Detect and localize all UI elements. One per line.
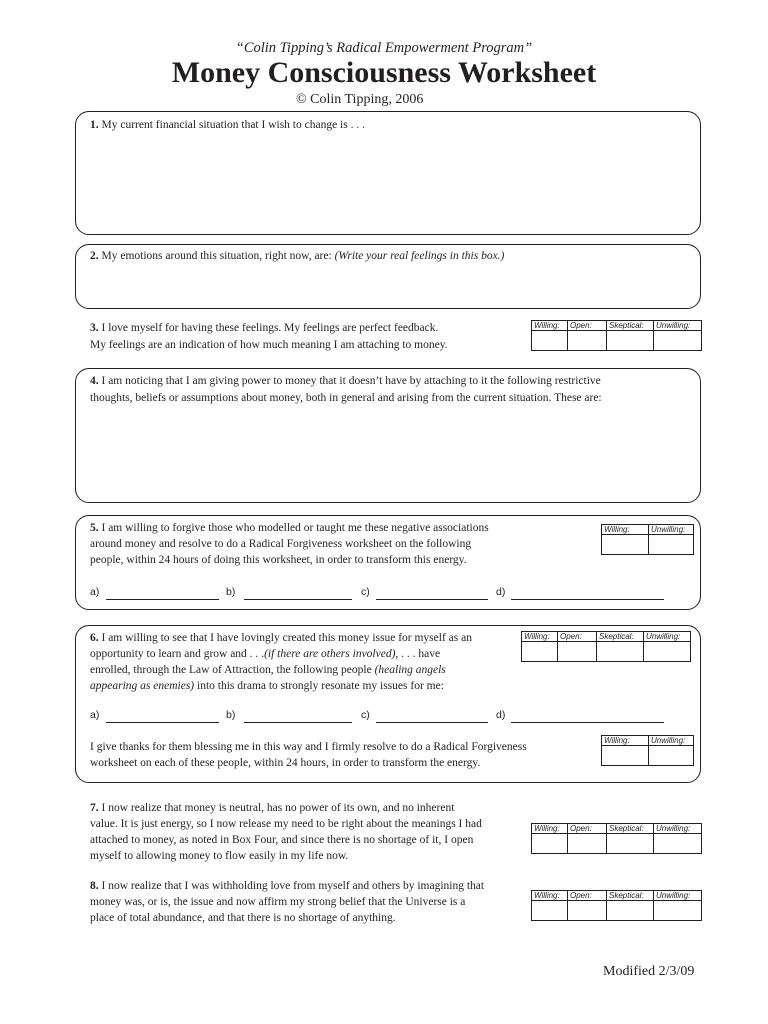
question-6-line-2b: (if there are others involved), [264,648,399,660]
question-1-number: 1. [90,119,99,131]
blank-d-label: d) [496,709,506,721]
rating-willing-label: Willing: [602,736,649,746]
question-5-number: 5. [90,522,99,534]
rating-skeptical-cell[interactable] [607,331,654,351]
rating-skeptical-cell[interactable] [607,834,654,854]
question-8-line-1: I now realize that I was withholding love from myself and others by imagining that [98,880,485,892]
rating-willing-label: Willing: [532,824,568,834]
rating-unwilling-cell[interactable] [654,331,702,351]
rating-willing-cell[interactable] [602,535,649,555]
blank-b-label: b) [226,586,236,598]
question-1-box[interactable] [75,111,701,235]
rating-willing-label: Willing: [532,891,568,901]
blank-c-line[interactable] [376,599,488,600]
question-4-box[interactable] [75,368,701,503]
rating-unwilling-label: Unwilling: [654,891,702,901]
rating-unwilling-label: Unwilling: [649,525,694,535]
question-3-number: 3. [90,322,99,334]
question-3-line-2: My feelings are an indication of how much meaning I am attaching to money. [90,339,448,351]
question-6-line-2c: . . . have [398,648,441,660]
question-5-line-1: I am willing to forgive those who modelled or taught me these negative associations [101,522,489,534]
blank-c-line[interactable] [376,722,488,723]
rating-open-cell[interactable] [568,834,607,854]
question-2-box[interactable] [75,244,701,309]
question-4-line-2: thoughts, beliefs or assumptions about money, both in general and arising from the current situation. These are: [90,392,602,404]
rating-willing-cell[interactable] [532,834,568,854]
copyright-notice: © Colin Tipping, 2006 [296,92,424,107]
rating-willing-label: Willing: [522,632,558,642]
rating-open-cell[interactable] [568,901,607,921]
rating-willing-cell[interactable] [532,331,568,351]
rating-skeptical-cell[interactable] [607,901,654,921]
rating-skeptical-label: Skeptical: [607,321,654,331]
rating-willing-cell[interactable] [602,746,649,766]
question-6-line-4b: into this drama to strongly resonate my issues for me: [194,680,444,692]
question-7-number: 7. [90,802,99,814]
rating-open-label: Open: [568,824,607,834]
rating-willing-cell[interactable] [532,901,568,921]
question-3-line-1: I love myself for having these feelings. My feelings are perfect feedback. [101,322,439,334]
rating-unwilling-cell[interactable] [649,746,694,766]
program-subtitle: “Colin Tipping’s Radical Empowerment Program” [235,40,533,56]
rating-skeptical-cell[interactable] [597,642,644,662]
question-6-rating-table [521,631,691,662]
question-6-thanks-line-2: worksheet on each of these people, within 24 hours, in order to transform the energy. [90,757,481,769]
blank-c-label: c) [361,586,370,598]
blank-d-label: d) [496,586,506,598]
blank-a-line[interactable] [106,599,219,600]
question-4-number: 4. [90,375,99,387]
rating-open-cell[interactable] [568,331,607,351]
rating-unwilling-cell[interactable] [654,901,702,921]
rating-skeptical-label: Skeptical: [607,891,654,901]
question-6-thanks-rating-table [601,735,694,766]
question-6-line-4a: appearing as enemies) [90,680,195,692]
question-7-line-3: attached to money, as noted in Box Four, and since there is no shortage of it, I open [90,834,474,846]
blank-a-label: a) [90,586,100,598]
blank-b-label: b) [226,709,236,721]
question-5-line-3: people, within 24 hours of doing this worksheet, in order to transform this energy. [90,554,467,566]
question-2-note: (Write your real feelings in this box.) [334,250,505,262]
rating-willing-label: Willing: [602,525,649,535]
rating-willing-cell[interactable] [522,642,558,662]
rating-unwilling-cell[interactable] [649,535,694,555]
blank-b-line[interactable] [244,599,352,600]
blank-a-line[interactable] [106,722,219,723]
blank-a-label: a) [90,709,100,721]
rating-skeptical-label: Skeptical: [597,632,644,642]
question-8-line-3: place of total abundance, and that there is no shortage of anything. [90,912,396,924]
question-6-line-3b: (healing angels [371,664,446,676]
rating-open-cell[interactable] [558,642,597,662]
question-7-rating-table [531,823,702,854]
question-1-text: My current financial situation that I wish to change is . . . [101,119,365,131]
blank-d-line[interactable] [511,599,664,600]
question-6-thanks-line-1: I give thanks for them blessing me in this way and I firmly resolve to do a Radical Forgiveness [90,741,527,753]
question-5-line-2: around money and resolve to do a Radical Forgiveness worksheet on the following [90,538,472,550]
question-5-rating-table [601,524,694,555]
question-2-text: My emotions around this situation, right now, are: [101,250,332,262]
question-3-rating-table [531,320,702,351]
rating-open-label: Open: [568,891,607,901]
question-6-number: 6. [90,632,99,644]
question-8-rating-table [531,890,702,921]
rating-unwilling-label: Unwilling: [644,632,691,642]
question-8-number: 8. [90,880,99,892]
question-4-line-1: I am noticing that I am giving power to money that it doesn’t have by attaching to it the following restrictive [101,375,601,387]
question-2-number: 2. [90,250,99,262]
question-8-line-2: money was, or is, the issue and now affirm my strong belief that the Universe is a [90,896,466,908]
blank-b-line[interactable] [244,722,352,723]
question-6-box [75,625,701,783]
rating-unwilling-cell[interactable] [644,642,691,662]
rating-unwilling-label: Unwilling: [654,321,702,331]
question-7-line-4: myself to allowing money to flow easily in my life now. [90,850,349,862]
question-5-box [75,515,701,610]
modified-date: Modified 2/3/09 [603,964,695,979]
rating-unwilling-label: Unwilling: [649,736,694,746]
question-6-line-2a: opportunity to learn and grow and . . . [90,648,265,660]
rating-skeptical-label: Skeptical: [607,824,654,834]
question-7-line-1: I now realize that money is neutral, has no power of its own, and no inherent [98,802,455,814]
rating-unwilling-label: Unwilling: [654,824,702,834]
rating-unwilling-cell[interactable] [654,834,702,854]
rating-open-label: Open: [568,321,607,331]
question-6-line-3: enrolled, through the Law of Attraction, the following people [90,664,372,676]
rating-open-label: Open: [558,632,597,642]
rating-willing-label: Willing: [532,321,568,331]
question-6-line-1: I am willing to see that I have lovingly created this money issue for myself as an [101,632,472,644]
blank-d-line[interactable] [511,722,664,723]
question-7-line-2: value. It is just energy, so I now release my need to be right about the meanings I had [90,818,482,830]
blank-c-label: c) [361,709,370,721]
worksheet-title: Money Consciousness Worksheet [171,56,597,89]
